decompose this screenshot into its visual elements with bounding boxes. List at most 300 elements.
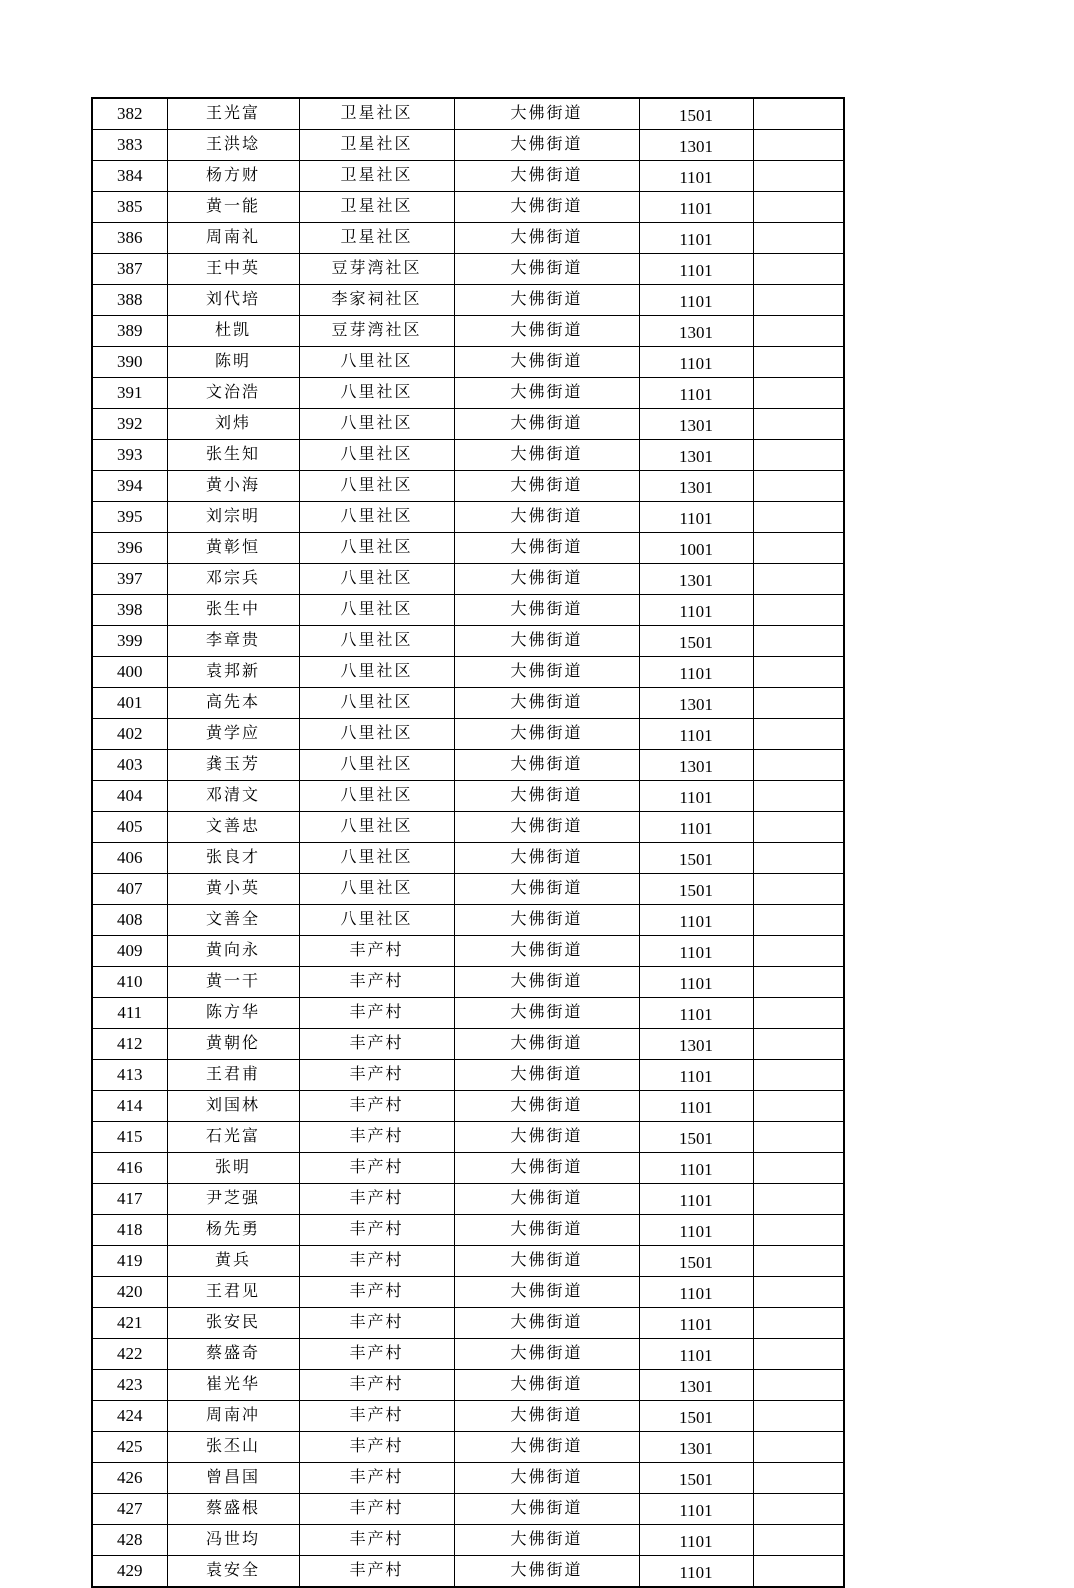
name-cell: 陈方华 bbox=[167, 998, 299, 1029]
note-cell bbox=[753, 378, 844, 409]
street-cell: 大佛街道 bbox=[454, 719, 639, 750]
name-cell: 张丕山 bbox=[167, 1432, 299, 1463]
table-row bbox=[92, 347, 844, 378]
name-cell: 石光富 bbox=[167, 1122, 299, 1153]
name-cell: 周南冲 bbox=[167, 1401, 299, 1432]
code-cell: 1301 bbox=[639, 471, 753, 502]
table-row bbox=[92, 595, 844, 626]
community-cell: 丰产村 bbox=[299, 936, 454, 967]
note-cell bbox=[753, 843, 844, 874]
table-row bbox=[92, 1525, 844, 1556]
note-cell bbox=[753, 595, 844, 626]
street-cell: 大佛街道 bbox=[454, 595, 639, 626]
street-cell: 大佛街道 bbox=[454, 1494, 639, 1525]
community-cell: 卫星社区 bbox=[299, 223, 454, 254]
note-cell bbox=[753, 409, 844, 440]
row-number-cell: 387 bbox=[92, 254, 167, 285]
street-cell: 大佛街道 bbox=[454, 130, 639, 161]
table-row bbox=[92, 254, 844, 285]
row-number-cell: 397 bbox=[92, 564, 167, 595]
row-number-cell: 409 bbox=[92, 936, 167, 967]
name-cell: 黄学应 bbox=[167, 719, 299, 750]
name-cell: 袁安全 bbox=[167, 1556, 299, 1588]
street-cell: 大佛街道 bbox=[454, 98, 639, 130]
community-cell: 丰产村 bbox=[299, 1184, 454, 1215]
note-cell bbox=[753, 781, 844, 812]
note-cell bbox=[753, 502, 844, 533]
table-row bbox=[92, 1184, 844, 1215]
community-cell: 八里社区 bbox=[299, 812, 454, 843]
row-number-cell: 393 bbox=[92, 440, 167, 471]
table-row bbox=[92, 316, 844, 347]
table-row bbox=[92, 688, 844, 719]
street-cell: 大佛街道 bbox=[454, 502, 639, 533]
note-cell bbox=[753, 1339, 844, 1370]
code-cell: 1301 bbox=[639, 1029, 753, 1060]
row-number-cell: 413 bbox=[92, 1060, 167, 1091]
table-row bbox=[92, 719, 844, 750]
name-cell: 黄彰恒 bbox=[167, 533, 299, 564]
community-cell: 丰产村 bbox=[299, 1308, 454, 1339]
code-cell: 1301 bbox=[639, 750, 753, 781]
street-cell: 大佛街道 bbox=[454, 657, 639, 688]
row-number-cell: 403 bbox=[92, 750, 167, 781]
community-cell: 丰产村 bbox=[299, 1277, 454, 1308]
row-number-cell: 407 bbox=[92, 874, 167, 905]
note-cell bbox=[753, 161, 844, 192]
table-row bbox=[92, 1308, 844, 1339]
table-row bbox=[92, 130, 844, 161]
table-row bbox=[92, 471, 844, 502]
table-row bbox=[92, 750, 844, 781]
table-row bbox=[92, 223, 844, 254]
code-cell: 1301 bbox=[639, 316, 753, 347]
name-cell: 冯世均 bbox=[167, 1525, 299, 1556]
table-row bbox=[92, 1277, 844, 1308]
street-cell: 大佛街道 bbox=[454, 1432, 639, 1463]
table-row bbox=[92, 161, 844, 192]
name-cell: 邓清文 bbox=[167, 781, 299, 812]
note-cell bbox=[753, 1556, 844, 1588]
note-cell bbox=[753, 316, 844, 347]
table-row bbox=[92, 1370, 844, 1401]
row-number-cell: 395 bbox=[92, 502, 167, 533]
street-cell: 大佛街道 bbox=[454, 533, 639, 564]
code-cell: 1301 bbox=[639, 440, 753, 471]
street-cell: 大佛街道 bbox=[454, 626, 639, 657]
name-cell: 王君甫 bbox=[167, 1060, 299, 1091]
table-row bbox=[92, 1246, 844, 1277]
name-cell: 王君见 bbox=[167, 1277, 299, 1308]
name-cell: 刘宗明 bbox=[167, 502, 299, 533]
table-row bbox=[92, 1122, 844, 1153]
code-cell: 1101 bbox=[639, 719, 753, 750]
name-cell: 张生中 bbox=[167, 595, 299, 626]
community-cell: 丰产村 bbox=[299, 1215, 454, 1246]
table-row bbox=[92, 1060, 844, 1091]
community-cell: 丰产村 bbox=[299, 1153, 454, 1184]
street-cell: 大佛街道 bbox=[454, 1401, 639, 1432]
note-cell bbox=[753, 626, 844, 657]
code-cell: 1101 bbox=[639, 1277, 753, 1308]
code-cell: 1101 bbox=[639, 223, 753, 254]
name-cell: 黄小英 bbox=[167, 874, 299, 905]
community-cell: 丰产村 bbox=[299, 1246, 454, 1277]
row-number-cell: 423 bbox=[92, 1370, 167, 1401]
row-number-cell: 404 bbox=[92, 781, 167, 812]
name-cell: 刘炜 bbox=[167, 409, 299, 440]
note-cell bbox=[753, 1215, 844, 1246]
code-cell: 1101 bbox=[639, 1339, 753, 1370]
community-cell: 丰产村 bbox=[299, 1339, 454, 1370]
row-number-cell: 410 bbox=[92, 967, 167, 998]
note-cell bbox=[753, 1277, 844, 1308]
table-row bbox=[92, 657, 844, 688]
community-cell: 丰产村 bbox=[299, 1463, 454, 1494]
name-cell: 刘国林 bbox=[167, 1091, 299, 1122]
name-cell: 陈明 bbox=[167, 347, 299, 378]
code-cell: 1101 bbox=[639, 998, 753, 1029]
note-cell bbox=[753, 1060, 844, 1091]
note-cell bbox=[753, 285, 844, 316]
note-cell bbox=[753, 657, 844, 688]
note-cell bbox=[753, 1122, 844, 1153]
note-cell bbox=[753, 254, 844, 285]
code-cell: 1101 bbox=[639, 1060, 753, 1091]
row-number-cell: 416 bbox=[92, 1153, 167, 1184]
community-cell: 卫星社区 bbox=[299, 192, 454, 223]
row-number-cell: 396 bbox=[92, 533, 167, 564]
community-cell: 八里社区 bbox=[299, 905, 454, 936]
table-row bbox=[92, 967, 844, 998]
code-cell: 1501 bbox=[639, 874, 753, 905]
community-cell: 卫星社区 bbox=[299, 130, 454, 161]
row-number-cell: 384 bbox=[92, 161, 167, 192]
row-number-cell: 392 bbox=[92, 409, 167, 440]
community-cell: 八里社区 bbox=[299, 378, 454, 409]
name-cell: 文善忠 bbox=[167, 812, 299, 843]
code-cell: 1101 bbox=[639, 161, 753, 192]
code-cell: 1501 bbox=[639, 626, 753, 657]
row-number-cell: 399 bbox=[92, 626, 167, 657]
code-cell: 1001 bbox=[639, 533, 753, 564]
table-row bbox=[92, 533, 844, 564]
community-cell: 八里社区 bbox=[299, 440, 454, 471]
community-cell: 豆芽湾社区 bbox=[299, 254, 454, 285]
street-cell: 大佛街道 bbox=[454, 750, 639, 781]
community-cell: 八里社区 bbox=[299, 471, 454, 502]
table-row bbox=[92, 1153, 844, 1184]
row-number-cell: 420 bbox=[92, 1277, 167, 1308]
street-cell: 大佛街道 bbox=[454, 161, 639, 192]
name-cell: 杜凯 bbox=[167, 316, 299, 347]
name-cell: 张生知 bbox=[167, 440, 299, 471]
code-cell: 1501 bbox=[639, 843, 753, 874]
street-cell: 大佛街道 bbox=[454, 347, 639, 378]
code-cell: 1101 bbox=[639, 905, 753, 936]
row-number-cell: 400 bbox=[92, 657, 167, 688]
street-cell: 大佛街道 bbox=[454, 1029, 639, 1060]
name-cell: 文治浩 bbox=[167, 378, 299, 409]
name-cell: 邓宗兵 bbox=[167, 564, 299, 595]
row-number-cell: 388 bbox=[92, 285, 167, 316]
street-cell: 大佛街道 bbox=[454, 1246, 639, 1277]
code-cell: 1101 bbox=[639, 781, 753, 812]
code-cell: 1301 bbox=[639, 688, 753, 719]
table-row bbox=[92, 502, 844, 533]
name-cell: 张明 bbox=[167, 1153, 299, 1184]
community-cell: 八里社区 bbox=[299, 688, 454, 719]
note-cell bbox=[753, 1308, 844, 1339]
table-row bbox=[92, 440, 844, 471]
row-number-cell: 422 bbox=[92, 1339, 167, 1370]
note-cell bbox=[753, 98, 844, 130]
row-number-cell: 428 bbox=[92, 1525, 167, 1556]
street-cell: 大佛街道 bbox=[454, 998, 639, 1029]
community-cell: 八里社区 bbox=[299, 657, 454, 688]
name-cell: 李章贵 bbox=[167, 626, 299, 657]
table-row bbox=[92, 843, 844, 874]
community-cell: 八里社区 bbox=[299, 595, 454, 626]
community-cell: 丰产村 bbox=[299, 1525, 454, 1556]
table-row bbox=[92, 781, 844, 812]
row-number-cell: 412 bbox=[92, 1029, 167, 1060]
community-cell: 丰产村 bbox=[299, 1401, 454, 1432]
row-number-cell: 408 bbox=[92, 905, 167, 936]
table-row bbox=[92, 626, 844, 657]
note-cell bbox=[753, 905, 844, 936]
row-number-cell: 426 bbox=[92, 1463, 167, 1494]
code-cell: 1101 bbox=[639, 657, 753, 688]
street-cell: 大佛街道 bbox=[454, 316, 639, 347]
street-cell: 大佛街道 bbox=[454, 812, 639, 843]
note-cell bbox=[753, 1370, 844, 1401]
street-cell: 大佛街道 bbox=[454, 1339, 639, 1370]
row-number-cell: 424 bbox=[92, 1401, 167, 1432]
code-cell: 1101 bbox=[639, 1153, 753, 1184]
community-cell: 丰产村 bbox=[299, 1370, 454, 1401]
community-cell: 李家祠社区 bbox=[299, 285, 454, 316]
table-row bbox=[92, 874, 844, 905]
community-cell: 八里社区 bbox=[299, 843, 454, 874]
code-cell: 1101 bbox=[639, 254, 753, 285]
table-row bbox=[92, 1029, 844, 1060]
code-cell: 1301 bbox=[639, 1370, 753, 1401]
name-cell: 尹芝强 bbox=[167, 1184, 299, 1215]
note-cell bbox=[753, 471, 844, 502]
row-number-cell: 414 bbox=[92, 1091, 167, 1122]
row-number-cell: 383 bbox=[92, 130, 167, 161]
table-row bbox=[92, 285, 844, 316]
table-row bbox=[92, 192, 844, 223]
note-cell bbox=[753, 1432, 844, 1463]
note-cell bbox=[753, 812, 844, 843]
community-cell: 八里社区 bbox=[299, 750, 454, 781]
table-row bbox=[92, 1432, 844, 1463]
street-cell: 大佛街道 bbox=[454, 1184, 639, 1215]
street-cell: 大佛街道 bbox=[454, 936, 639, 967]
code-cell: 1501 bbox=[639, 98, 753, 130]
code-cell: 1501 bbox=[639, 1246, 753, 1277]
note-cell bbox=[753, 719, 844, 750]
row-number-cell: 415 bbox=[92, 1122, 167, 1153]
name-cell: 张安民 bbox=[167, 1308, 299, 1339]
note-cell bbox=[753, 1091, 844, 1122]
street-cell: 大佛街道 bbox=[454, 1215, 639, 1246]
code-cell: 1101 bbox=[639, 967, 753, 998]
name-cell: 袁邦新 bbox=[167, 657, 299, 688]
street-cell: 大佛街道 bbox=[454, 564, 639, 595]
table-row bbox=[92, 409, 844, 440]
row-number-cell: 427 bbox=[92, 1494, 167, 1525]
row-number-cell: 394 bbox=[92, 471, 167, 502]
name-cell: 刘代培 bbox=[167, 285, 299, 316]
community-cell: 丰产村 bbox=[299, 1556, 454, 1588]
street-cell: 大佛街道 bbox=[454, 1277, 639, 1308]
table-row bbox=[92, 564, 844, 595]
note-cell bbox=[753, 750, 844, 781]
name-cell: 杨方财 bbox=[167, 161, 299, 192]
street-cell: 大佛街道 bbox=[454, 1556, 639, 1588]
note-cell bbox=[753, 1153, 844, 1184]
row-number-cell: 398 bbox=[92, 595, 167, 626]
row-number-cell: 417 bbox=[92, 1184, 167, 1215]
community-cell: 丰产村 bbox=[299, 1091, 454, 1122]
code-cell: 1101 bbox=[639, 347, 753, 378]
code-cell: 1501 bbox=[639, 1463, 753, 1494]
street-cell: 大佛街道 bbox=[454, 905, 639, 936]
note-cell bbox=[753, 347, 844, 378]
name-cell: 黄一干 bbox=[167, 967, 299, 998]
name-cell: 蔡盛根 bbox=[167, 1494, 299, 1525]
community-cell: 八里社区 bbox=[299, 533, 454, 564]
name-cell: 龚玉芳 bbox=[167, 750, 299, 781]
table-body bbox=[92, 98, 844, 1587]
code-cell: 1101 bbox=[639, 1494, 753, 1525]
street-cell: 大佛街道 bbox=[454, 1525, 639, 1556]
row-number-cell: 401 bbox=[92, 688, 167, 719]
name-cell: 黄朝伦 bbox=[167, 1029, 299, 1060]
street-cell: 大佛街道 bbox=[454, 874, 639, 905]
community-cell: 丰产村 bbox=[299, 967, 454, 998]
street-cell: 大佛街道 bbox=[454, 223, 639, 254]
community-cell: 丰产村 bbox=[299, 998, 454, 1029]
table-row bbox=[92, 1339, 844, 1370]
code-cell: 1101 bbox=[639, 1525, 753, 1556]
row-number-cell: 390 bbox=[92, 347, 167, 378]
community-cell: 丰产村 bbox=[299, 1432, 454, 1463]
row-number-cell: 389 bbox=[92, 316, 167, 347]
name-cell: 黄兵 bbox=[167, 1246, 299, 1277]
name-cell: 杨先勇 bbox=[167, 1215, 299, 1246]
table-row bbox=[92, 1556, 844, 1588]
street-cell: 大佛街道 bbox=[454, 967, 639, 998]
table-row bbox=[92, 98, 844, 130]
name-cell: 文善全 bbox=[167, 905, 299, 936]
table-row bbox=[92, 1215, 844, 1246]
note-cell bbox=[753, 1401, 844, 1432]
street-cell: 大佛街道 bbox=[454, 1091, 639, 1122]
table-row bbox=[92, 998, 844, 1029]
note-cell bbox=[753, 1184, 844, 1215]
community-cell: 卫星社区 bbox=[299, 161, 454, 192]
note-cell bbox=[753, 192, 844, 223]
community-cell: 八里社区 bbox=[299, 502, 454, 533]
row-number-cell: 406 bbox=[92, 843, 167, 874]
name-cell: 蔡盛奇 bbox=[167, 1339, 299, 1370]
code-cell: 1101 bbox=[639, 502, 753, 533]
code-cell: 1101 bbox=[639, 1184, 753, 1215]
street-cell: 大佛街道 bbox=[454, 1308, 639, 1339]
code-cell: 1101 bbox=[639, 378, 753, 409]
row-number-cell: 418 bbox=[92, 1215, 167, 1246]
row-number-cell: 385 bbox=[92, 192, 167, 223]
note-cell bbox=[753, 130, 844, 161]
street-cell: 大佛街道 bbox=[454, 254, 639, 285]
row-number-cell: 419 bbox=[92, 1246, 167, 1277]
note-cell bbox=[753, 688, 844, 719]
street-cell: 大佛街道 bbox=[454, 1463, 639, 1494]
code-cell: 1301 bbox=[639, 409, 753, 440]
table-row bbox=[92, 1463, 844, 1494]
community-cell: 丰产村 bbox=[299, 1122, 454, 1153]
name-cell: 黄小海 bbox=[167, 471, 299, 502]
code-cell: 1101 bbox=[639, 1308, 753, 1339]
community-cell: 八里社区 bbox=[299, 781, 454, 812]
street-cell: 大佛街道 bbox=[454, 781, 639, 812]
street-cell: 大佛街道 bbox=[454, 1122, 639, 1153]
table-row bbox=[92, 812, 844, 843]
name-cell: 张良才 bbox=[167, 843, 299, 874]
community-cell: 八里社区 bbox=[299, 874, 454, 905]
note-cell bbox=[753, 967, 844, 998]
table-row bbox=[92, 378, 844, 409]
note-cell bbox=[753, 936, 844, 967]
code-cell: 1101 bbox=[639, 1556, 753, 1588]
name-cell: 王洪埝 bbox=[167, 130, 299, 161]
code-cell: 1301 bbox=[639, 130, 753, 161]
street-cell: 大佛街道 bbox=[454, 1370, 639, 1401]
note-cell bbox=[753, 1463, 844, 1494]
note-cell bbox=[753, 998, 844, 1029]
street-cell: 大佛街道 bbox=[454, 843, 639, 874]
street-cell: 大佛街道 bbox=[454, 440, 639, 471]
community-cell: 豆芽湾社区 bbox=[299, 316, 454, 347]
name-cell: 崔光华 bbox=[167, 1370, 299, 1401]
code-cell: 1501 bbox=[639, 1122, 753, 1153]
note-cell bbox=[753, 1525, 844, 1556]
row-number-cell: 429 bbox=[92, 1556, 167, 1588]
street-cell: 大佛街道 bbox=[454, 1060, 639, 1091]
code-cell: 1101 bbox=[639, 595, 753, 626]
community-cell: 丰产村 bbox=[299, 1029, 454, 1060]
street-cell: 大佛街道 bbox=[454, 471, 639, 502]
code-cell: 1101 bbox=[639, 285, 753, 316]
note-cell bbox=[753, 533, 844, 564]
row-number-cell: 391 bbox=[92, 378, 167, 409]
code-cell: 1101 bbox=[639, 936, 753, 967]
name-cell: 王光富 bbox=[167, 98, 299, 130]
row-number-cell: 425 bbox=[92, 1432, 167, 1463]
code-cell: 1301 bbox=[639, 564, 753, 595]
name-cell: 曾昌国 bbox=[167, 1463, 299, 1494]
street-cell: 大佛街道 bbox=[454, 378, 639, 409]
row-number-cell: 402 bbox=[92, 719, 167, 750]
community-cell: 八里社区 bbox=[299, 409, 454, 440]
note-cell bbox=[753, 223, 844, 254]
row-number-cell: 421 bbox=[92, 1308, 167, 1339]
note-cell bbox=[753, 874, 844, 905]
